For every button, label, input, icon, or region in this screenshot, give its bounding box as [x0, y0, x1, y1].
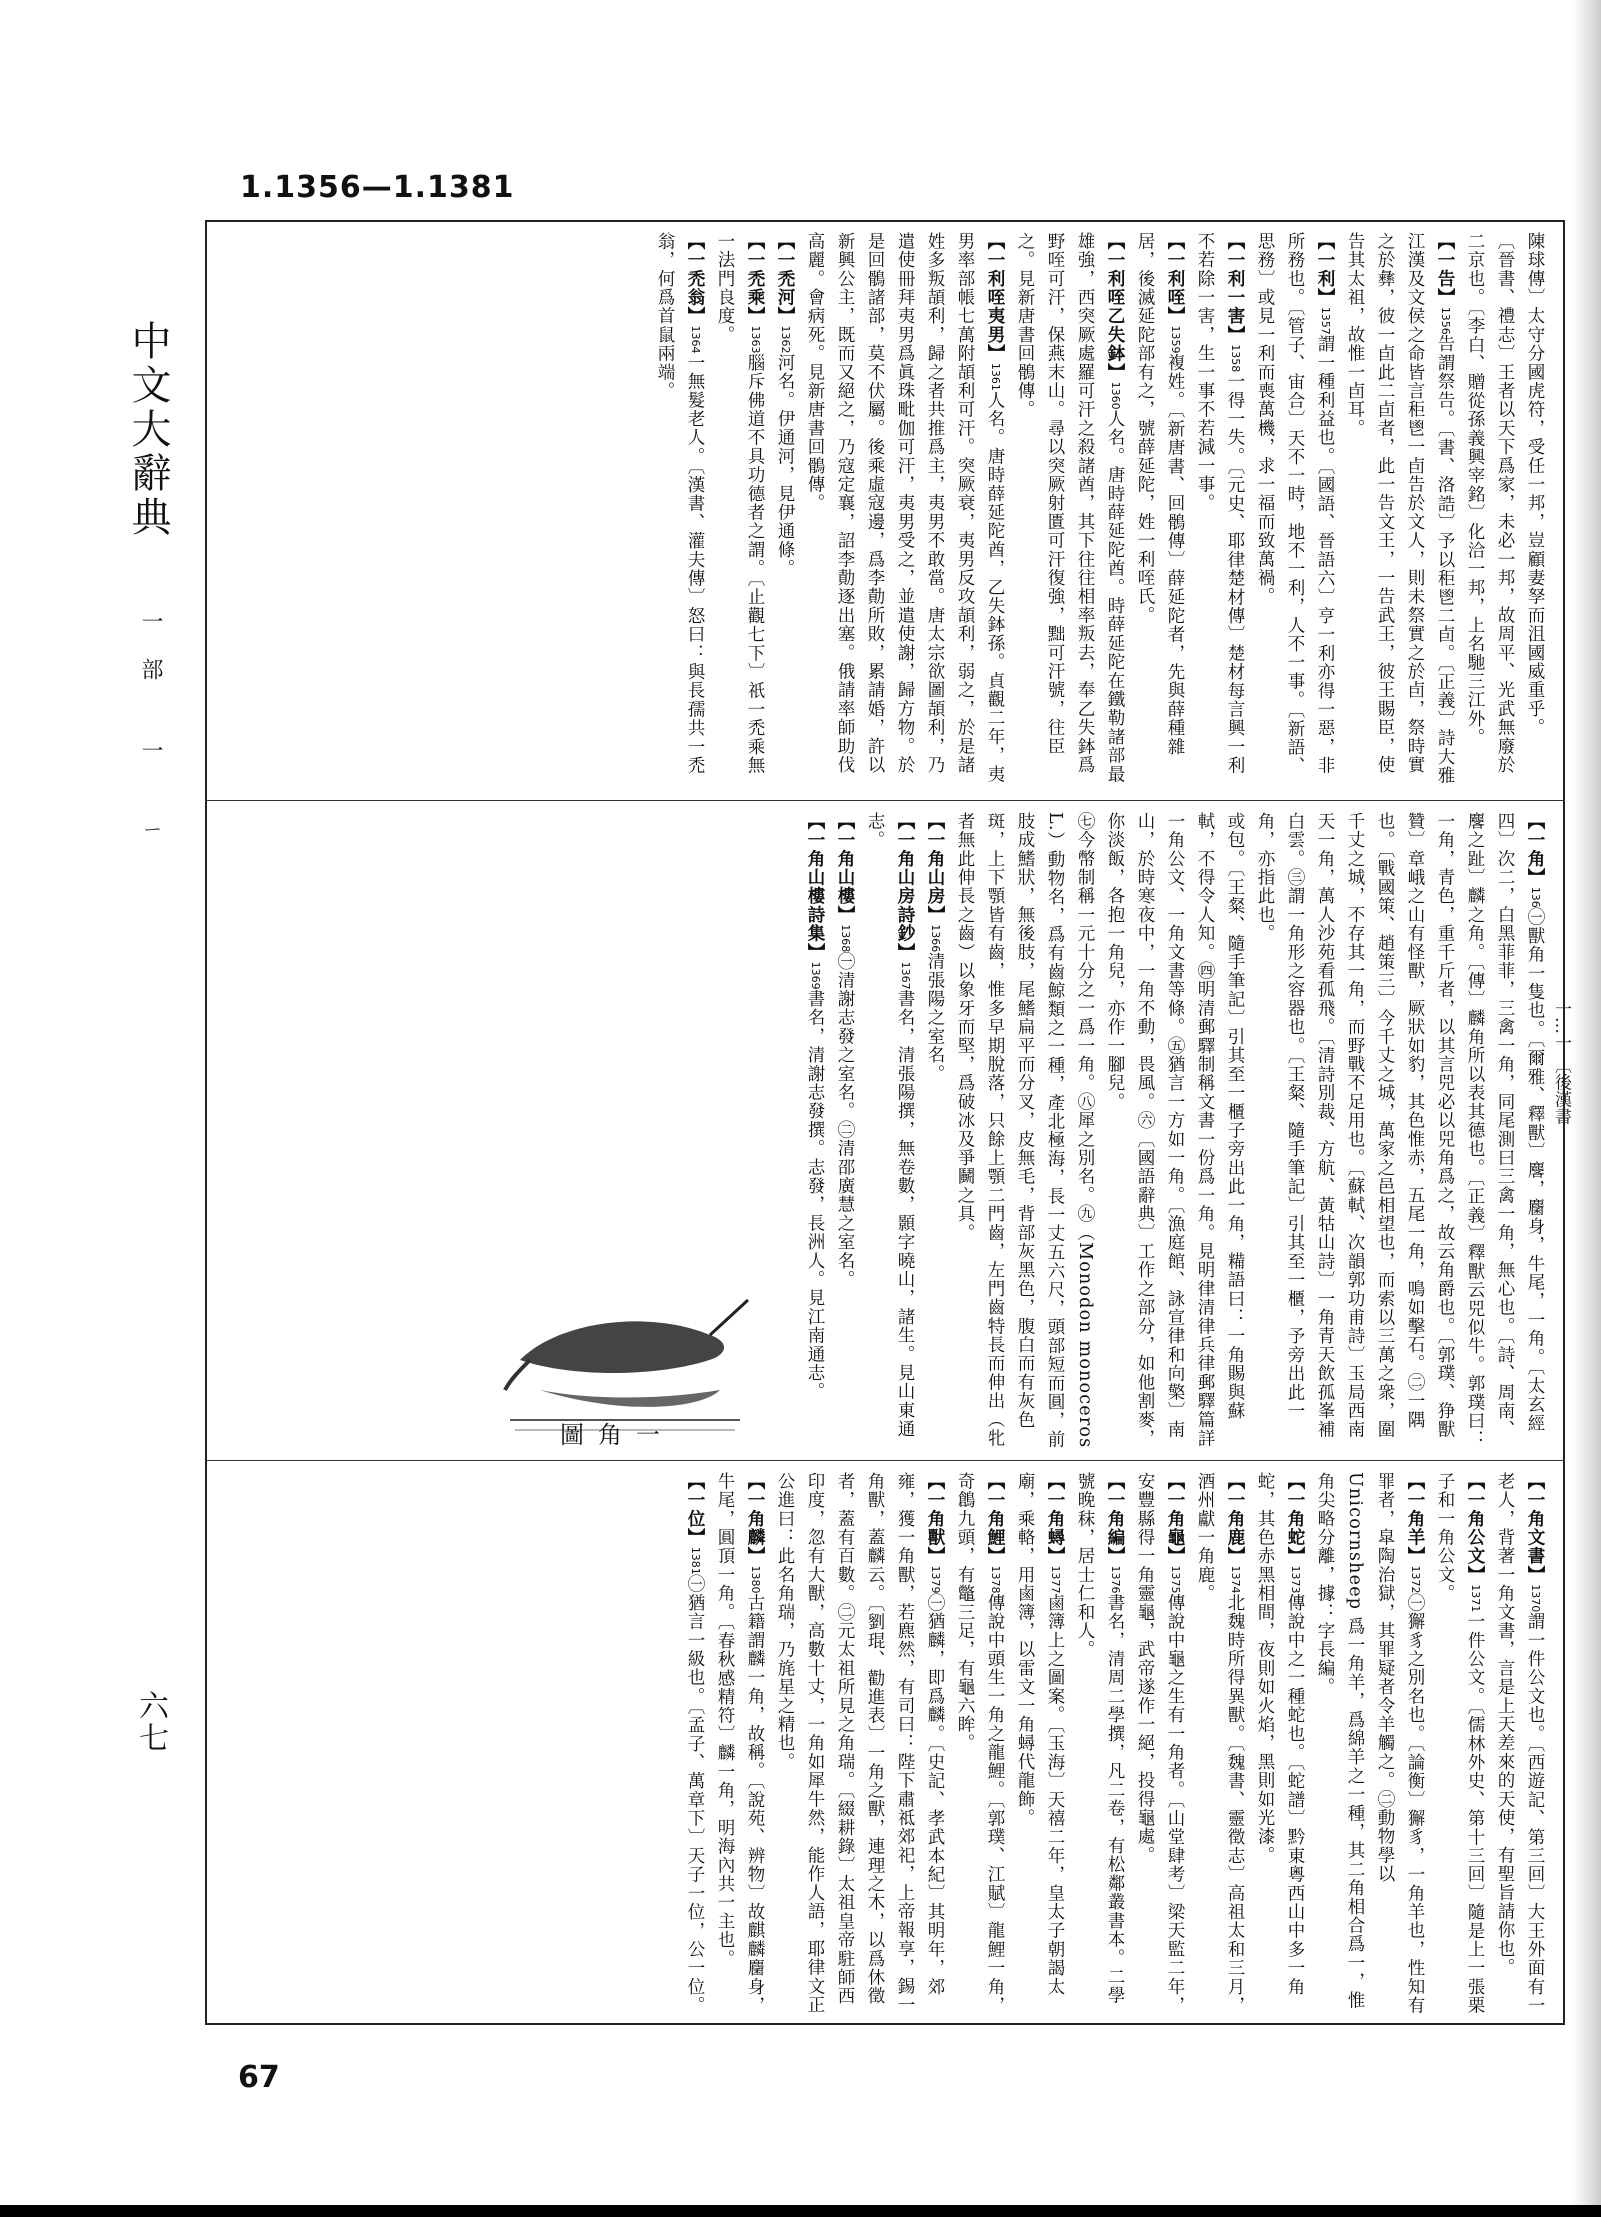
scan-bottom-bar — [0, 2205, 1601, 2217]
entry-definition: 古籍謂麟一角，故稱。〔說苑、辨物〕故麒麟麕身，牛尾，圓頂一角。〔春秋感精符〕麟一角，明海內共一主也。 — [715, 1472, 765, 2015]
row-divider-top — [205, 800, 1565, 801]
entry-number: 1367 — [899, 961, 912, 990]
entry-headword: 【一角龜】 — [1165, 1472, 1185, 1566]
dictionary-entry — [1250, 812, 1550, 1452]
adjacent-page-edge-text: 一…一 〔後漢書 — [1551, 1000, 1571, 1125]
entry-range-header: 1.1356—1.1381 — [240, 170, 515, 205]
entry-definition: 或包。〔王粲、隨手筆記〕引其至一櫃子旁出此一角，糒語曰：一角賜與蘇軾，不得令人知。㊃明清郵驛制稱文書一份爲一角。見明律清律兵律郵驛篇詳一角公文、一角文書等條。㊄猶言一方如一角。〔漁庭館、詠宣律和向檠〕南山，於時寒夜中，一角不動，畏風。㊅〔國語辭典〕工作之部分，如他割麥，你淡飯，各抱一角兒，亦作一腳兒。 — [1105, 812, 1245, 1448]
dictionary-entry — [1490, 1472, 1550, 2017]
entry-definition: 陳球傳〕太守分國虎符，受任一邦，豈顧妻孥而沮國威重乎。 — [1525, 232, 1545, 737]
dictionary-entry — [1310, 1472, 1430, 2017]
entry-headword: 【一角編】 — [1105, 1472, 1125, 1566]
entry-number: 1360 — [1109, 381, 1122, 410]
dictionary-entry — [1430, 1472, 1490, 2017]
entry-definition: 書名，清謝志發撰。志發，長洲人。見江南通志。 — [805, 989, 825, 1402]
entry-definition: ㊀獬豸之別名也。〔論衡〕獬豸，一角羊也，性知有罪者，皐陶治獄，其罪疑者令羊觸之。㊁動物學以 Unicornsheep 爲一角羊，爲綿羊之一種，其二角相合爲一，惟角尖略分離，據：字長編。 — [1315, 1472, 1425, 2015]
entry-definition: 人名。唐時薛延陀酋，乙失鉢孫。貞觀二年，夷男率部帳七萬附頡利可汗。突厥衰，夷男反攻頡利，弱之，於是諸姓多叛頡利，歸之者共推爲主，夷男不敢當。唐太宗欲圖頡利，乃遣使冊拜夷男爲眞珠毗伽可汗，夷男受之，並遣使謝，歸方物。於是回鶻諸部，莫不伏屬。後乘虛寇邊，爲李勣所敗，累請婚，許以新興公主，既而又絕之，乃寇定襄，詔李勣逐出塞。俄請率師助伐高麗。會病死。見新唐書回鶻傳。 — [805, 232, 1005, 784]
entry-number: 1380 — [749, 1565, 762, 1594]
entry-definition: 腦斥佛道不具功德者之謂。〔止觀七下〕祇一禿乘無一法門良度。 — [715, 232, 765, 775]
dictionary-entry — [1070, 1472, 1130, 2017]
page-edge-shadow — [1571, 0, 1601, 2205]
dictionary-entry — [1100, 812, 1250, 1452]
entry-definition: ㊀猶言一級也。〔孟子、萬章下〕天子一位，公一位。 — [685, 1574, 705, 2015]
entry-definition: 北魏時所得異獸。〔魏書、靈徵志〕高祖太和三月，酒州獻一角鹿。 — [1195, 1472, 1245, 2015]
entry-number: 1363 — [749, 325, 762, 354]
entry-number: 1364 — [689, 325, 702, 354]
entry-definition: 謂一件公文也。〔西遊記、第三回〕大王外面有一老人，背著一角文書，言是上天差來的天使，有聖旨請你也。 — [1495, 1472, 1545, 2015]
entry-headword: 【一利一害】 — [1225, 232, 1245, 345]
radical-section-label: 一部 一 ㄧ — [138, 610, 163, 864]
entry-number: 1381 — [689, 1546, 702, 1575]
entry-headword: 【一角蟳】 — [1045, 1472, 1065, 1566]
entry-definition: ㊀清謝志發之室名。㊁清邵廣慧之室名。 — [835, 952, 855, 1289]
entry-definition: 河名。伊通河，見伊通條。 — [775, 353, 795, 578]
entry-headword: 【一角】 — [1525, 812, 1545, 887]
entry-definition: 一件公文。〔儒林外史、第十三回〕隨是上一張栗子和一角公文。 — [1435, 1472, 1485, 2015]
entry-headword: 【一告】 — [1435, 232, 1455, 307]
dictionary-entry — [770, 232, 800, 792]
entry-number: 1375 — [1169, 1565, 1182, 1594]
dictionary-entry — [1250, 232, 1340, 792]
entry-definition: 書名，清張陽撰，無卷數，顥字曉山，諸生。見山東通志。 — [865, 812, 915, 1439]
entry-number: 1358 — [1229, 344, 1242, 373]
entry-number: 136 — [1529, 886, 1542, 908]
entry-headword: 【一角麟】 — [745, 1472, 765, 1566]
entry-definition: 人名。唐時薛延陀酋。時薛延陀在鐵勒諸部最雄強，西突厥處羅可汗之殺諸酋，其下往往相率叛去，奉乙失鉢爲野咥可汗，保燕末山。尋以突厥射匱可汗復強，黜可汗號，往臣之。見新唐書回鶻傳。 — [1015, 232, 1125, 784]
entry-headword: 【一角羊】 — [1405, 1472, 1425, 1566]
entry-definition: 傳說中龜之生有一角者。〔山堂肆考〕梁天監二年，安豐縣得一角靈龜，武帝遂作一絕，投得龜處。 — [1135, 1472, 1185, 2015]
entry-headword: 【一角鯉】 — [985, 1472, 1005, 1566]
entry-number: 1377 — [1049, 1565, 1062, 1594]
entry-headword: 【一禿翁】 — [685, 232, 705, 326]
entry-number: 1369 — [809, 961, 822, 990]
dictionary-entry — [680, 1472, 710, 2017]
page-number: 67 — [238, 2060, 280, 2095]
entry-number: 1359 — [1169, 325, 1182, 354]
dictionary-entry — [1190, 1472, 1250, 2017]
entry-definition: 〔晉書、禮志〕王者以天下爲家，未必一邦，故周平、光武無廢於二京也。〔李白、贈從孫義興宰銘〕化洽一邦，上名馳三江外。 — [1465, 232, 1515, 775]
entry-number: 1379 — [929, 1565, 942, 1594]
dictionary-entry — [650, 232, 710, 792]
entry-number: 1361 — [989, 362, 1002, 391]
entry-number: 1373 — [1289, 1565, 1302, 1594]
entry-headword: 【一角公文】 — [1465, 1472, 1485, 1585]
dictionary-entry — [710, 1472, 770, 2017]
entry-definition: 傳說中頭生一角之龍鯉。〔郭璞、江賦〕龍鯉一角，奇鶬九頭，有鼈三足，有龜六眸。 — [955, 1472, 1005, 2015]
dictionary-entry — [1460, 232, 1520, 792]
entry-number: 1366 — [929, 924, 942, 953]
dictionary-entry — [1190, 232, 1250, 792]
narwhal-illustration — [500, 1240, 750, 1440]
page-number-kanji: 六七 — [133, 1690, 168, 1754]
dictionary-entry — [1010, 1472, 1070, 2017]
dictionary-entry — [800, 232, 1010, 792]
figure-caption: 圖角一 — [560, 1421, 674, 1449]
dictionary-entry — [710, 232, 770, 792]
entry-number: 1372 — [1409, 1565, 1422, 1594]
entry-number: 1368 — [839, 924, 852, 953]
entries-middle-row — [220, 812, 1550, 1452]
entry-number: 1362 — [779, 325, 792, 354]
entry-number: 1356 — [1439, 306, 1452, 335]
entry-definition: ㊀獸角一隻也。〔爾雅、釋獸〕麐，麕身，牛尾，一角。〔太玄經四〕次二，白黑菲菲，三禽一角，同尾測曰三禽一角，無心也。〔詩、周南、麐之趾〕麟之角。〔傳〕麟角所以表其德也。〔正義〕釋獸云兕似牛。郭璞曰：一角，青色，重千斤者，以其言兕必以兕角爲之，故云角爵也。〔郭璞、狰獸贊〕章峨之山有怪獸，厥狀如豹，其色惟赤，五尾一角，鳴如擊石。㊁一隅也。〔戰國策、趙策三〕今千丈之城，萬家之邑相望也，而索以三萬之衆，圍千丈之城，不存其一角，而野戰不足用也。〔蘇軾、次韻郭功甫詩〕玉局西南天一角，萬人沙苑看孤飛。〔清詩別裁、方航、黃牯山詩〕一角青天飲孤峯補白雲。㊂謂一角形之容器也。〔王粲、隨手筆記〕引其至一櫃，予旁出此一角，亦指此也。 — [1255, 812, 1545, 1449]
entry-headword: 【一禿乘】 — [745, 232, 765, 326]
dictionary-entry — [1520, 232, 1550, 792]
dictionary-entry — [1340, 232, 1460, 792]
dictionary-entry — [860, 812, 920, 1452]
dictionary-title: 中文大辭典 — [125, 320, 171, 540]
entry-headword: 【一角文書】 — [1525, 1472, 1545, 1585]
entry-definition: 書名，清周二學撰，凡二卷，有松鄰叢書本。二學號晚秣，居士仁和人。 — [1075, 1472, 1125, 2005]
dictionary-entry — [1010, 232, 1130, 792]
dictionary-entry — [1130, 232, 1190, 792]
entry-number: 1371 — [1469, 1584, 1482, 1613]
entry-headword: 【一角山樓】 — [835, 812, 855, 925]
entry-number: 1376 — [1109, 1565, 1122, 1594]
row-divider-bottom — [205, 1460, 1565, 1461]
entries-bottom-row — [220, 1472, 1550, 2017]
dictionary-entry — [800, 812, 830, 1452]
entry-number: 1357 — [1319, 306, 1332, 335]
dictionary-entry — [770, 1472, 950, 2017]
entries-top-row — [220, 232, 1550, 792]
entry-headword: 【一利咥夷男】 — [985, 232, 1005, 363]
entry-definition: 一得一失。〔元史、耶律楚材傳〕楚材每言興一利不若除一害，生一事不若減一事。 — [1195, 232, 1245, 775]
entry-definition: 鹵簿上之圖案。〔玉海〕天禧二年，皇太子朝謁太廟，乘輅，用鹵簿，以雷文一角蟳代龍飾。 — [1015, 1472, 1065, 1997]
entry-definition: 告謂祭告。〔書、洛誥〕予以秬鬯二卣。〔正義〕詩大雅江漢及文侯之命皆言秬鬯一卣告於文人，則未祭實之於卣，祭時實之於彝，彼一卣此二卣者，此一告文王，一告武王，彼王賜臣，使告其太祖，故惟一卣耳。 — [1345, 232, 1455, 785]
dictionary-entry — [1250, 1472, 1310, 2017]
dictionary-entry — [950, 812, 1100, 1452]
dictionary-entry — [1130, 1472, 1190, 2017]
entry-definition: 傳說中之一種蛇也。〔蛇譜〕黔東粵西山中多一角蛇，其色赤黑相間，夜則如火焰，黑則如光漆。 — [1255, 1472, 1305, 1997]
entry-number: 1374 — [1229, 1565, 1242, 1594]
entry-headword: 【一利咥乙失鉢】 — [1105, 232, 1125, 382]
entry-definition: ㊆今幣制稱一元十分之一爲一角。㊇犀之別名。㊈（Monodon monoceros L.）動物名，爲有齒鯨類之一種，產北極海，長一丈五六尺，頭部短而圓，前肢成鰭狀，無後肢，尾鰭扁平而分叉，皮無毛，背部灰黑色，腹白而有灰色斑，上下顎皆有齒，惟多早期脫落，只餘上顎二門齒，左門齒特長而伸出（牝者無此伸長之齒）以象牙而堅，爲破冰及爭鬭之具。 — [955, 812, 1095, 1449]
entry-number: 1370 — [1529, 1584, 1542, 1613]
entry-headword: 【一角山房】 — [925, 812, 945, 925]
entry-definition: 清張陽之室名。 — [925, 952, 945, 1084]
entry-definition: 複姓。〔新唐書、回鶻傳〕薛延陀者，先與薛種雜居，後滅延陀部有之，號薛延陀，姓一利咥氏。 — [1135, 232, 1185, 757]
entry-headword: 【一利】 — [1315, 232, 1335, 307]
entry-headword: 【一位】 — [685, 1472, 705, 1547]
entry-headword: 【一禿河】 — [775, 232, 795, 326]
entry-headword: 【一角獸】 — [925, 1472, 945, 1566]
entry-number: 1378 — [989, 1565, 1002, 1594]
dictionary-entry — [830, 812, 860, 1452]
entry-definition: ㊀猶麟，即爲麟。〔史記、孝武本紀〕其明年，郊雍，獲一角獸，若麃然，有司曰：陛下肅祗郊祀，上帝報享，錫一角獸，蓋麟云。〔劉琨、勸進表〕一角之獸，連理之木，以爲休徵者，蓋有百數。㊁元太祖所見之角瑞。〔綴耕錄〕太祖皇帝駐師西印度，忽有大獸，高數十丈，一角如犀牛然，能作人語，耶律文正公進曰：此名角瑞，乃旄星之精也。 — [775, 1472, 945, 2015]
entry-definition: 謂一種利益也。〔國語、晉語六〕亨一利亦得一惡，非所務也。〔管子、宙合〕天不一時，地不一利，人不一事。〔新語、思務〕或見一利而喪萬機，求一福而致萬禍。 — [1255, 232, 1335, 776]
entry-headword: 【一角山樓詩集】 — [805, 812, 825, 962]
entry-headword: 【一角鹿】 — [1225, 1472, 1245, 1566]
entry-definition: 一無髮老人。〔漢書、灌夫傳〕怒曰：與長孺共一禿翁，何爲首鼠兩端。 — [655, 232, 705, 775]
dictionary-entry — [950, 1472, 1010, 2017]
entry-headword: 【一利咥】 — [1165, 232, 1185, 326]
dictionary-entry — [920, 812, 950, 1452]
entry-headword: 【一角山房詩鈔】 — [895, 812, 915, 962]
entry-headword: 【一角蛇】 — [1285, 1472, 1305, 1566]
